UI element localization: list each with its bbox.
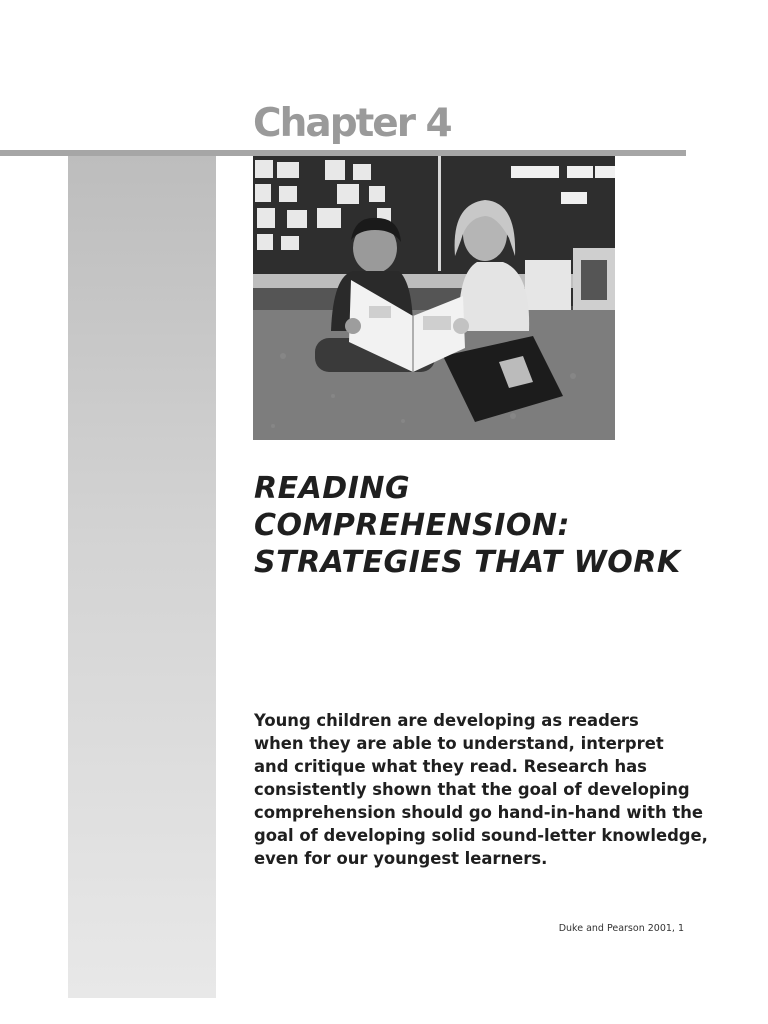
quote-line: comprehension should go hand-in-hand with the <box>254 803 704 822</box>
quote-line: goal of developing solid sound-letter knowledge, <box>254 826 708 845</box>
quote-line: and critique what they read. Research has <box>254 757 647 776</box>
main-heading <box>254 470 694 581</box>
quote-line: even for our youngest learners. <box>254 849 548 868</box>
gray-sidebar-band <box>68 156 216 998</box>
quote-line: consistently shown that the goal of developing <box>254 780 690 799</box>
quote-line: when they are able to understand, interpret <box>254 734 664 753</box>
heading-line: STRATEGIES THAT WORK <box>254 545 681 580</box>
quote-line: Young children are developing as readers <box>254 711 639 730</box>
intro-quote <box>254 709 708 870</box>
heading-line: READING <box>254 471 411 506</box>
quote-citation: Duke and Pearson 2001, 1 <box>558 923 684 934</box>
heading-line: COMPREHENSION: <box>254 508 571 543</box>
children-reading-photo <box>253 156 615 440</box>
chapter-title: Chapter 4 <box>253 101 451 146</box>
children-reading-photo-icon <box>253 156 615 440</box>
